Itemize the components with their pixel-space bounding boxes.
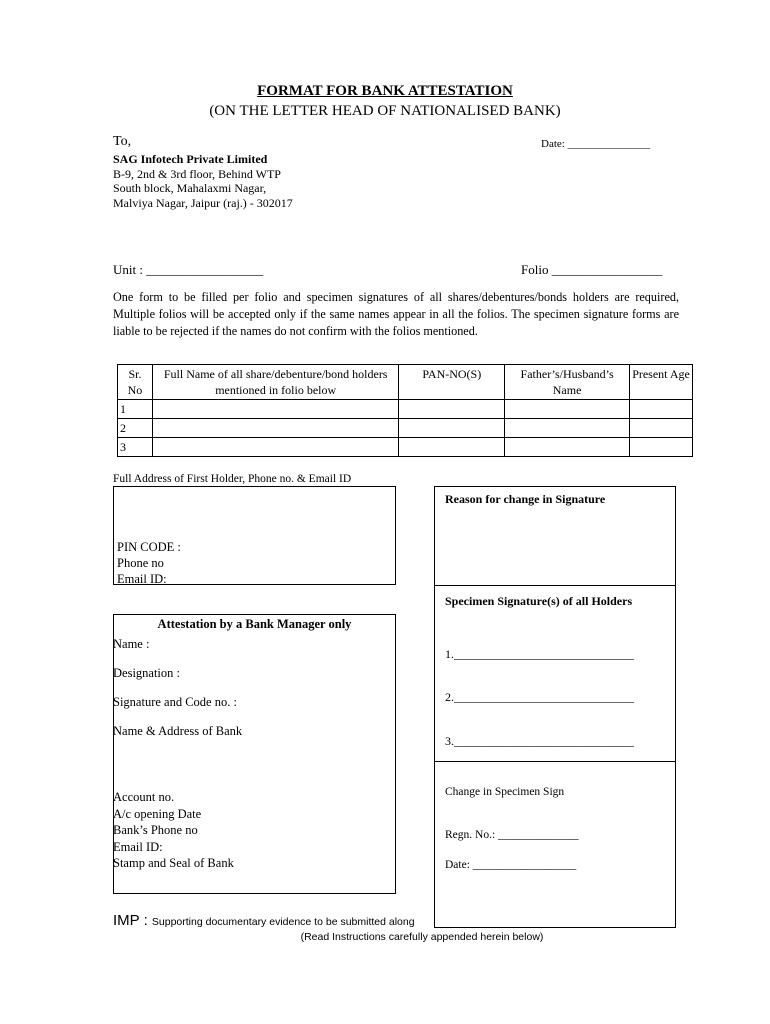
regn-no-field[interactable]: Regn. No.: ______________ bbox=[445, 829, 579, 841]
opening-date-label: A/c opening Date bbox=[113, 806, 202, 821]
date-field[interactable]: Date: _______________ bbox=[541, 138, 651, 150]
bank-phone-label: Bank’s Phone no bbox=[113, 823, 198, 837]
form-subtitle: (ON THE LETTER HEAD OF NATIONALISED BANK) bbox=[209, 103, 561, 119]
to-label: To, bbox=[113, 134, 132, 149]
change-date-field[interactable]: Date: __________________ bbox=[445, 859, 577, 871]
phone-label: Phone no bbox=[117, 556, 164, 570]
table-row bbox=[118, 400, 693, 419]
reason-title: Reason for change in Signature bbox=[445, 492, 606, 506]
account-no-label: Account no. bbox=[113, 790, 175, 804]
col-pan: PAN-NO(S) bbox=[399, 365, 505, 400]
bank-email-label: Email ID: bbox=[113, 839, 163, 854]
row-number: 2 bbox=[118, 419, 153, 438]
read-instructions: (Read Instructions carefully appended herein below) bbox=[300, 931, 544, 943]
signature-code-label: Signature and Code no. : bbox=[113, 695, 237, 709]
designation-label: Designation : bbox=[113, 666, 181, 680]
holders-table bbox=[117, 364, 693, 457]
divider-specimen bbox=[434, 761, 676, 762]
father-cell[interactable] bbox=[505, 438, 630, 457]
father-cell[interactable] bbox=[505, 419, 630, 438]
email-label: Email ID: bbox=[117, 572, 167, 586]
company-name: SAG Infotech Private Limited bbox=[113, 152, 268, 166]
table-header-row bbox=[118, 365, 693, 400]
imp-text: Supporting documentary evidence to be submitted along bbox=[151, 916, 415, 928]
holder-address-box[interactable] bbox=[113, 486, 396, 585]
signature-line-1[interactable]: 1.______________________________ bbox=[445, 647, 634, 661]
signature-line-2[interactable]: 2.______________________________ bbox=[445, 690, 634, 704]
col-age: Present Age bbox=[630, 365, 693, 400]
col-father-husband: Father’s/Husband’s Name bbox=[505, 365, 630, 400]
attestation-title: Attestation by a Bank Manager only bbox=[157, 617, 352, 631]
row-number: 3 bbox=[118, 438, 153, 457]
divider-reason bbox=[434, 585, 676, 586]
pan-cell[interactable] bbox=[399, 419, 505, 438]
father-cell[interactable] bbox=[505, 400, 630, 419]
table-row bbox=[118, 419, 693, 438]
change-title: Change in Specimen Sign bbox=[445, 786, 565, 798]
name-cell[interactable] bbox=[152, 438, 398, 457]
pan-cell[interactable] bbox=[399, 438, 505, 457]
signature-line-3[interactable]: 3.______________________________ bbox=[445, 734, 634, 748]
name-cell[interactable] bbox=[152, 400, 398, 419]
table-row bbox=[118, 438, 693, 457]
folio-field[interactable]: Folio _________________ bbox=[521, 262, 663, 277]
instructions-paragraph: One form to be filled per folio and specimen signatures of all shares/debentures/bonds holders are required, Multiple folios will be accepted only if the same names appear in all the folios. The specimen signature forms are liable to be rejected if the names do not confirm with the folios mentioned. bbox=[113, 290, 679, 338]
address-line-1: B-9, 2nd & 3rd floor, Behind WTP bbox=[113, 166, 281, 181]
imp-note bbox=[113, 912, 415, 929]
stamp-label: Stamp and Seal of Bank bbox=[113, 856, 234, 870]
age-cell[interactable] bbox=[630, 438, 693, 457]
name-cell[interactable] bbox=[152, 419, 398, 438]
col-full-name: Full Name of all share/debenture/bond holders mentioned in folio below bbox=[152, 365, 398, 400]
col-sr-no: Sr. No bbox=[118, 365, 153, 400]
recipient-address bbox=[113, 152, 293, 210]
address-line-2: South block, Mahalaxmi Nagar, bbox=[113, 181, 267, 195]
age-cell[interactable] bbox=[630, 419, 693, 438]
bank-address-label: Name & Address of Bank bbox=[113, 724, 243, 738]
form-title: FORMAT FOR BANK ATTESTATION bbox=[257, 83, 513, 99]
imp-label: IMP : bbox=[113, 912, 148, 929]
unit-field[interactable]: Unit : __________________ bbox=[113, 262, 264, 277]
pin-code-label: PIN CODE : bbox=[117, 540, 181, 554]
row-number: 1 bbox=[118, 400, 153, 419]
manager-name-label: Name : bbox=[113, 637, 150, 651]
bank-details bbox=[113, 789, 234, 872]
specimen-title: Specimen Signature(s) of all Holders bbox=[445, 594, 633, 608]
address-line-3: Malviya Nagar, Jaipur (raj.) - 302017 bbox=[113, 195, 293, 210]
pan-cell[interactable] bbox=[399, 400, 505, 419]
age-cell[interactable] bbox=[630, 400, 693, 419]
address-box-label: Full Address of First Holder, Phone no. & Email ID bbox=[113, 473, 352, 485]
